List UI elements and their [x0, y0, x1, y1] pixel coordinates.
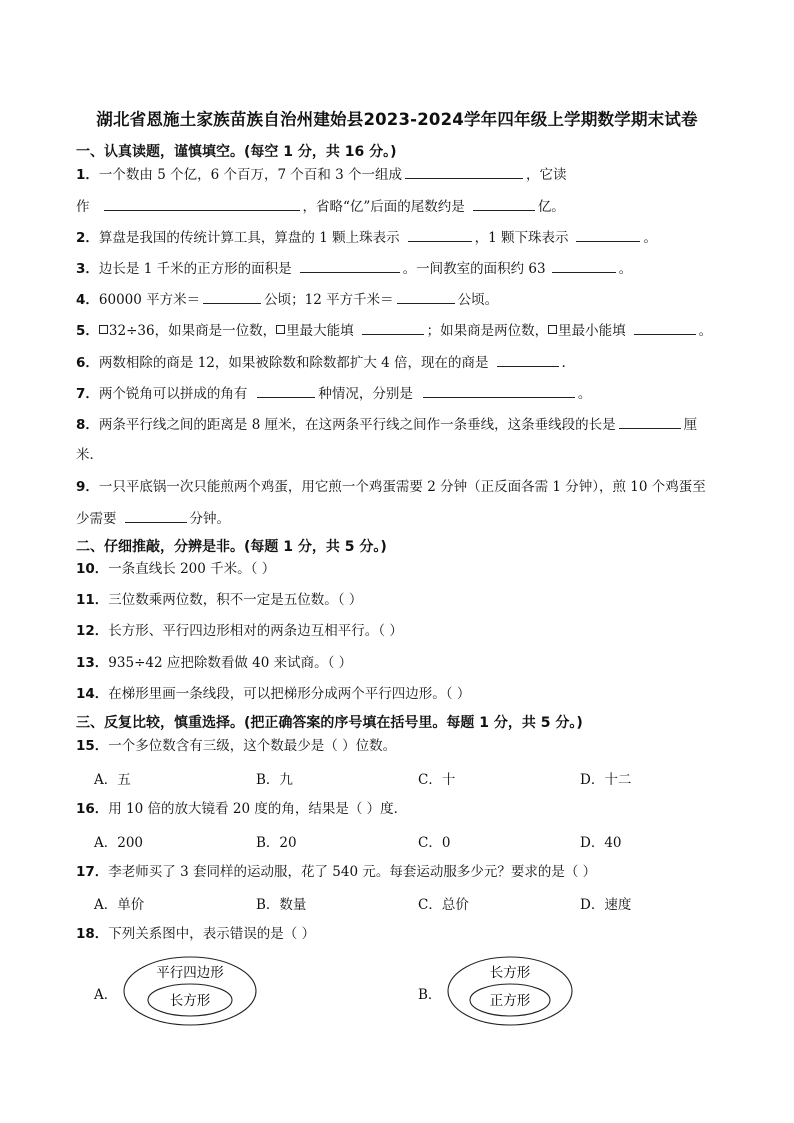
question-9-line-1 [76, 477, 706, 497]
q7-number: 7． [76, 386, 99, 402]
q18-a-inner-label: 长方形 [169, 993, 211, 1009]
q18-option-b-label[interactable]: B． [418, 987, 442, 1003]
q14-text: 在梯形里画一条线段，可以把梯形分成两个平行四边形。（ ） [108, 686, 471, 702]
q5-text: 32÷36，如果商是一位数， [108, 323, 277, 339]
q16-option-b[interactable]: B．20 [256, 835, 297, 851]
q9-text-3: 分钟。 [189, 511, 230, 527]
q4-number: 4． [76, 292, 99, 308]
q17-text: 李老师买了 3 套同样的运动服，花了 540 元。每套运动服多少元？要求的是（ ） [108, 864, 597, 880]
question-12 [76, 621, 403, 641]
q10-text: 一条直线长 200 千米。（ ） [108, 561, 276, 577]
q17-option-c[interactable]: C．总价 [418, 897, 469, 913]
section-1-heading: 一、认真读题，谨慎填空。(每空 1 分，共 16 分。) [76, 144, 397, 160]
q2-text: 算盘是我国的传统计算工具，算盘的 1 颗上珠表示 [98, 230, 400, 246]
q7-text: 两个锐角可以拼成的角有 [98, 386, 248, 402]
q1-text-5: 亿。 [537, 199, 565, 215]
q5-blank-min[interactable] [634, 320, 696, 335]
q7-blank-count[interactable] [257, 383, 315, 398]
q2-blank-upper-bead[interactable] [408, 227, 472, 242]
q7-text-2: 种情况，分别是 [318, 386, 413, 402]
q17-number: 17． [76, 864, 109, 880]
q11-number: 11． [76, 592, 109, 608]
q4-text-2: 公顷；12 平方千米＝ [264, 292, 394, 308]
question-7 [76, 383, 591, 404]
q4-text: 60000 平方米＝ [98, 292, 201, 308]
q6-text: 两数相除的商是 12，如果被除数和除数都扩大 4 倍，现在的商是 [98, 355, 489, 371]
q18-b-outer-label: 长方形 [489, 965, 531, 981]
q9-text: 一只平底锅一次只能煎两个鸡蛋，用它煎一个鸡蛋需要 2 分钟（正反面各需 1 分钟），煎 10 个鸡蛋至 [98, 479, 706, 495]
q1-text-4: ，省略“亿”后面的尾数约是 [302, 199, 465, 215]
q15-option-d[interactable]: D．十二 [580, 772, 632, 788]
q3-blank-area[interactable] [300, 258, 400, 273]
q11-text: 三位数乘两位数，积不一定是五位数。（ ） [108, 592, 363, 608]
q3-blank-unit[interactable] [552, 258, 616, 273]
q7-blank-types[interactable] [423, 383, 575, 398]
q17-option-b[interactable]: B．数量 [256, 897, 307, 913]
q14-number: 14． [76, 686, 109, 702]
q18-b-inner-label: 正方形 [489, 993, 531, 1009]
q5-number: 5． [76, 323, 99, 339]
q2-blank-lower-bead[interactable] [576, 227, 640, 242]
section-2-heading: 二、仔细推敲，分辨是非。(每题 1 分，共 5 分。) [76, 539, 387, 555]
question-2 [76, 227, 657, 248]
q8-text: 两条平行线之间的距离是 8 厘米，在这两条平行线之间作一条垂线，这条垂线段的长是 [98, 417, 616, 433]
question-11 [76, 590, 362, 610]
q16-text: 用 10 倍的放大镜看 20 度的角，结果是（ ）度． [108, 801, 408, 817]
question-13 [76, 653, 352, 673]
q8-blank-length[interactable] [619, 414, 681, 429]
q3-text: 边长是 1 千米的正方形的面积是 [98, 261, 292, 277]
q16-option-d[interactable]: D．40 [580, 835, 622, 851]
q4-blank-hectares-1[interactable] [203, 289, 261, 304]
q5-square-placeholder-3 [548, 325, 557, 334]
question-1-line-2 [76, 196, 565, 217]
q5-blank-max[interactable] [362, 320, 424, 335]
q12-number: 12． [76, 623, 109, 639]
q6-number: 6． [76, 355, 99, 371]
q17-option-d[interactable]: D．速度 [580, 897, 632, 913]
q4-blank-hectares-2[interactable] [397, 289, 455, 304]
q8-number: 8． [76, 417, 99, 433]
q4-text-3: 公顷。 [457, 292, 499, 308]
q17-option-a[interactable]: A．单价 [94, 897, 145, 913]
section-3-heading: 三、反复比较，慎重选择。(把正确答案的序号填在括号里。每题 1 分，共 5 分。) [76, 715, 583, 731]
q5-square-placeholder [99, 325, 108, 334]
q9-blank-minutes[interactable] [125, 508, 187, 523]
q2-text-3: 。 [643, 230, 657, 246]
question-8-line-1 [76, 414, 697, 435]
q5-text-3: ；如果商是两位数， [426, 323, 549, 339]
question-17 [76, 862, 596, 882]
q16-option-a[interactable]: A．200 [94, 835, 144, 851]
q15-number: 15． [76, 738, 109, 754]
question-4 [76, 289, 498, 310]
q9-number: 9． [76, 479, 99, 495]
q2-number: 2． [76, 230, 99, 246]
q16-number: 16． [76, 801, 109, 817]
question-10 [76, 559, 275, 579]
q1-number: 1． [76, 167, 99, 183]
q13-text: 935÷42 应把除数看做 40 来试商。（ ） [108, 655, 353, 671]
q1-text: 一个数由 5 个亿，6 个百万，7 个百和 3 个一组成 [98, 167, 403, 183]
question-6 [76, 352, 566, 373]
q12-text: 长方形、平行四边形相对的两条边互相平行。（ ） [108, 623, 403, 639]
q18-text: 下列关系图中，表示错误的是（ ） [108, 926, 316, 942]
q2-text-2: ，1 颗下珠表示 [474, 230, 569, 246]
q5-text-5: 。 [698, 323, 713, 339]
q1-blank-digits[interactable] [405, 164, 523, 179]
q18-option-a-label[interactable]: A． [94, 987, 118, 1003]
q1-blank-approx[interactable] [473, 196, 535, 211]
q15-text: 一个多位数含有三级，这个数最少是（ ）位数。 [108, 738, 397, 754]
q6-blank-quotient[interactable] [497, 352, 559, 367]
q15-option-a[interactable]: A．五 [94, 772, 131, 788]
question-9-line-2 [76, 508, 230, 529]
q5-square-placeholder-2 [276, 325, 285, 334]
q9-text-2: 少需要 [76, 511, 117, 527]
q1-text-2: ，它读 [526, 167, 567, 183]
q6-text-2: . [561, 355, 566, 371]
q16-option-c[interactable]: C．0 [418, 835, 451, 851]
q18-a-outer-label: 平行四边形 [156, 965, 224, 981]
question-15 [76, 736, 396, 756]
q7-text-3: 。 [577, 386, 592, 402]
q1-text-3: 作 [76, 199, 90, 215]
q5-text-2: 里最大能填 [286, 323, 354, 339]
question-1-line-1 [76, 164, 567, 185]
q1-blank-reading[interactable] [104, 196, 300, 211]
question-3 [76, 258, 632, 279]
q5-text-4: 里最小能填 [558, 323, 626, 339]
q18-number: 18． [76, 926, 109, 942]
question-16 [76, 799, 407, 819]
q15-option-b[interactable]: B．九 [256, 772, 293, 788]
q10-number: 10． [76, 561, 109, 577]
exam-title: 湖北省恩施土家族苗族自治州建始县2023-2024学年四年级上学期数学期末试卷 [96, 110, 698, 129]
q18-option-a-diagram[interactable] [120, 954, 260, 1028]
question-14 [76, 684, 470, 704]
q8-text-2: 厘 [683, 417, 698, 433]
q3-text-2: 。一间教室的面积约 63 [402, 261, 546, 277]
q13-number: 13． [76, 655, 109, 671]
q18-option-b-diagram[interactable] [444, 954, 576, 1028]
question-18 [76, 924, 315, 944]
q3-number: 3． [76, 261, 99, 277]
question-8-line-2: 米． [76, 447, 103, 463]
q15-option-c[interactable]: C．十 [418, 772, 456, 788]
q3-text-3: 。 [618, 261, 633, 277]
question-5 [76, 320, 712, 341]
